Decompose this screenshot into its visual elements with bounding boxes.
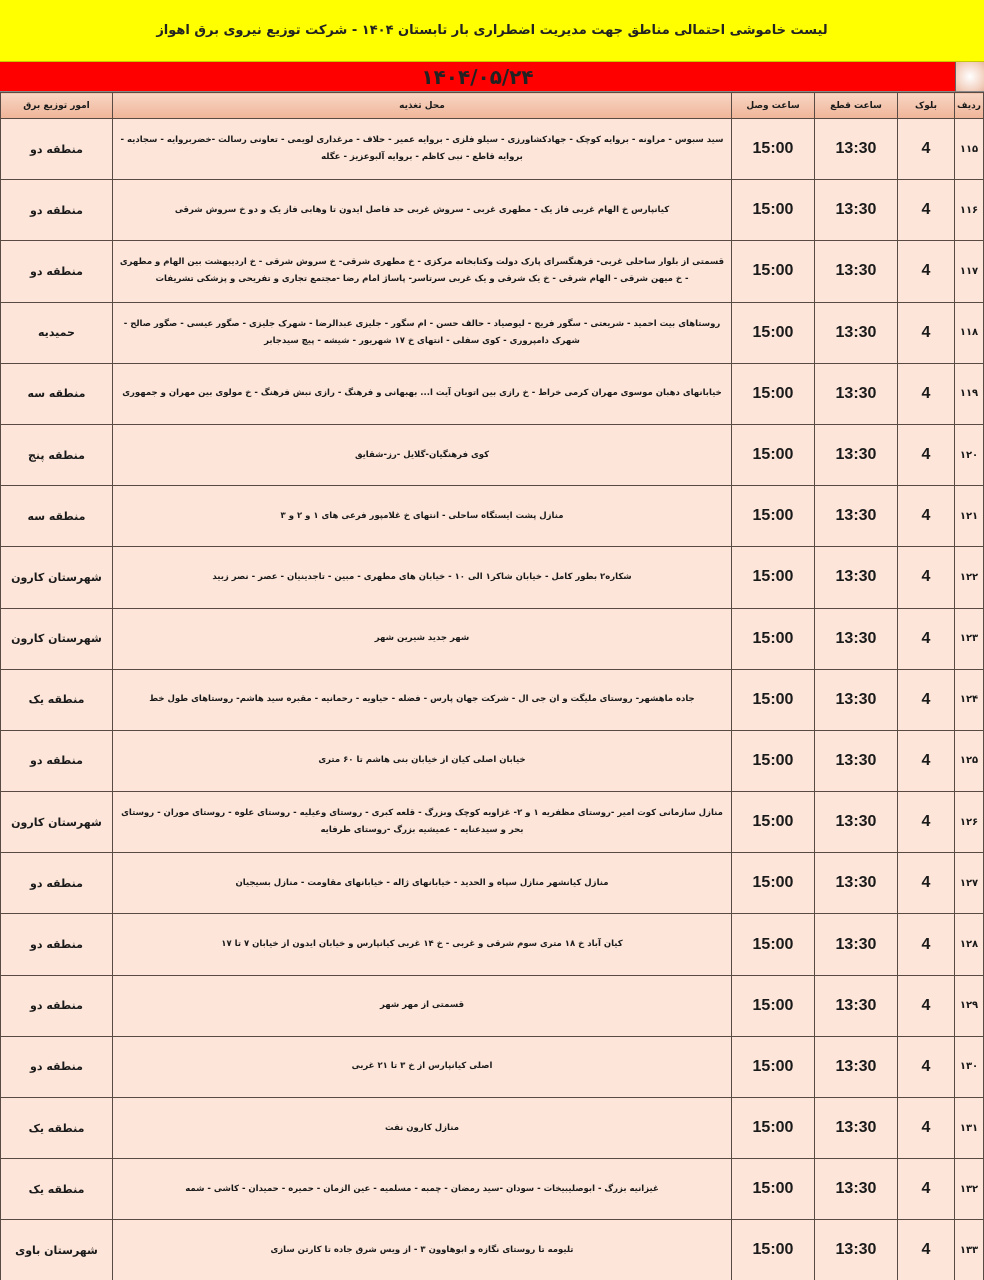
block-number: 4 [898,1220,955,1280]
connect-time: 15:00 [732,180,815,241]
cut-time: 13:30 [815,1098,898,1159]
distribution-district: منطقه دو [1,241,113,302]
distribution-district: منطقه دو [1,180,113,241]
connect-time: 15:00 [732,1036,815,1097]
row-number: ۱۲۲ [955,547,984,608]
distribution-district: منطقه دو [1,975,113,1036]
table-row [1,853,984,914]
block-number: 4 [898,914,955,975]
connect-time: 15:00 [732,1159,815,1220]
block-number: 4 [898,1036,955,1097]
feeder-location: روستاهای بیت احمید - شریعتی - سگور فریح - لیوصیاد - حالف حسن - ام سگور - جلیزی عبدالرضا - شهرک جلیزی - صگور عیسی - صگور صالح - شهرک دامپروری - کوی سفلی - انتهای خ ۱۷ شهریور - شیشه - پیچ سیدجابر [113,302,732,363]
connect-time: 15:00 [732,119,815,180]
cut-time: 13:30 [815,1220,898,1280]
block-number: 4 [898,363,955,424]
row-number: ۱۳۲ [955,1159,984,1220]
feeder-location: سید سبوس - مراونه - بروایه کوچک - جهادکشاورزی - سیلو فلزی - بروایه عمیر - حلاف - مرغداری لویمی - تعاونی رسالت -خضربروایه - سجادیه - بروایه قاطع - نبی کاظم - بروایه آلبوعزیز - عگله [113,119,732,180]
row-number: ۱۱۸ [955,302,984,363]
feeder-location: کوی فرهنگیان-گلایل -رز-شقایق [113,424,732,485]
cut-time: 13:30 [815,975,898,1036]
block-number: 4 [898,608,955,669]
feeder-location: منازل پشت ایستگاه ساحلی - انتهای خ غلامپور فرعی های ۱ و ۲ و ۳ [113,486,732,547]
distribution-district: منطقه دو [1,730,113,791]
cut-time: 13:30 [815,486,898,547]
table-row [1,1159,984,1220]
feeder-location: شهر جدید شیرین شهر [113,608,732,669]
col-header-district: امور توزیع برق [1,93,113,119]
block-number: 4 [898,669,955,730]
cut-time: 13:30 [815,363,898,424]
table-row [1,363,984,424]
cut-time: 13:30 [815,180,898,241]
block-number: 4 [898,730,955,791]
connect-time: 15:00 [732,914,815,975]
row-number: ۱۲۴ [955,669,984,730]
cut-time: 13:30 [815,730,898,791]
distribution-district: حمیدیه [1,302,113,363]
block-number: 4 [898,853,955,914]
feeder-location: منازل کیانشهر منازل سپاه و الحدید - خیابانهای ژاله - خیابانهای مقاومت - منازل بسیجیان [113,853,732,914]
distribution-district: منطقه دو [1,119,113,180]
distribution-district: منطقه دو [1,914,113,975]
distribution-district: شهرستان کارون [1,608,113,669]
table-header-row [1,93,984,119]
connect-time: 15:00 [732,1098,815,1159]
distribution-district: منطقه یک [1,669,113,730]
feeder-location: شکاره۲ بطور کامل - خیابان شاکر۱ الی ۱۰ - خیابان های مطهری - مبین - تاجدینیان - عصر - نصر زبید [113,547,732,608]
row-number: ۱۲۳ [955,608,984,669]
connect-time: 15:00 [732,1220,815,1280]
table-row [1,730,984,791]
block-number: 4 [898,1159,955,1220]
row-number: ۱۱۶ [955,180,984,241]
col-header-block: بلوک [898,93,955,119]
block-number: 4 [898,180,955,241]
connect-time: 15:00 [732,363,815,424]
row-number: ۱۲۰ [955,424,984,485]
block-number: 4 [898,486,955,547]
distribution-district: منطقه یک [1,1159,113,1220]
cut-time: 13:30 [815,669,898,730]
distribution-district: منطقه دو [1,1036,113,1097]
table-row [1,608,984,669]
cut-time: 13:30 [815,424,898,485]
table-row [1,1098,984,1159]
block-number: 4 [898,241,955,302]
feeder-location: اصلی کیانپارس از خ ۳ تا ۲۱ غربی [113,1036,732,1097]
table-row [1,119,984,180]
block-number: 4 [898,1098,955,1159]
connect-time: 15:00 [732,302,815,363]
cut-time: 13:30 [815,547,898,608]
row-number: ۱۱۷ [955,241,984,302]
connect-time: 15:00 [732,241,815,302]
feeder-location: منازل سازمانی کوت امیر -روستای مظفریه ۱ و ۲- غزاویه کوچک وبزرگ - قلعه کبری - روستای وعیلیه - روستای علوه - روستای موران - روستای بحر و سیدعنایه - عمیشیه بزرگ -روستای طرفایه [113,792,732,853]
cut-time: 13:30 [815,1159,898,1220]
connect-time: 15:00 [732,486,815,547]
connect-time: 15:00 [732,792,815,853]
cut-time: 13:30 [815,241,898,302]
distribution-district: منطقه سه [1,486,113,547]
connect-time: 15:00 [732,547,815,608]
table-row [1,669,984,730]
row-number: ۱۲۸ [955,914,984,975]
connect-time: 15:00 [732,730,815,791]
table-row [1,914,984,975]
cut-time: 13:30 [815,792,898,853]
cut-time: 13:30 [815,853,898,914]
row-number: ۱۳۱ [955,1098,984,1159]
block-number: 4 [898,792,955,853]
block-number: 4 [898,547,955,608]
feeder-location: خیابان اصلی کیان از خیابان بنی هاشم تا ۶۰ متری [113,730,732,791]
connect-time: 15:00 [732,424,815,485]
row-number: ۱۲۱ [955,486,984,547]
page-title: لیست خاموشی احتمالی مناطق جهت مدیریت اضطراری بار تابستان ۱۴۰۴ - شرکت توزیع نیروی برق اهواز [0,0,984,62]
feeder-location: کیانپارس خ الهام غربی فاز یک - مطهری غربی - سروش غربی حد فاصل ایدون تا وهابی فاز یک و دو خ سروش شرقی [113,180,732,241]
col-header-cut-time: ساعت قطع [815,93,898,119]
connect-time: 15:00 [732,853,815,914]
table-row [1,302,984,363]
feeder-location: غیزانیه بزرگ - ابوصلیبیخات - سودان -سید رمضان - چمبه - مسلمیه - عین الزمان - حمیره - حمیدان - کاشی - شمه [113,1159,732,1220]
col-header-location: محل تغذیه [113,93,732,119]
corner-cell [955,62,984,92]
row-number: ۱۲۹ [955,975,984,1036]
row-number: ۱۲۶ [955,792,984,853]
feeder-location: قسمتی از بلوار ساحلی غربی- فرهنگسرای پارک دولت وکتابخانه مرکزی - خ مطهری شرقی- خ سروش شرقی - خ اردیبهشت بین الهام و مطهری - خ میهن شرقی - الهام شرقی - خ یک شرقی و یک غربی سرتاسر- پاساژ امام رضا -مجتمع تجاری و تفریحی و پزشکی تشریفات [113,241,732,302]
block-number: 4 [898,424,955,485]
table-row [1,547,984,608]
table-row [1,180,984,241]
table-row [1,792,984,853]
table-row [1,1220,984,1280]
feeder-location: خیابانهای دهبان موسوی مهران کرمی خراط - خ رازی بین اتوبان آیت ا... بهبهانی و فرهنگ - رازی نبش فرهنگ - خ مولوی بین مهران و جمهوری [113,363,732,424]
row-number: ۱۲۷ [955,853,984,914]
block-number: 4 [898,975,955,1036]
col-header-connect-time: ساعت وصل [732,93,815,119]
feeder-location: منازل کارون نفت [113,1098,732,1159]
table-row [1,1036,984,1097]
table-row [1,241,984,302]
distribution-district: شهرستان باوی [1,1220,113,1280]
connect-time: 15:00 [732,669,815,730]
block-number: 4 [898,302,955,363]
cut-time: 13:30 [815,119,898,180]
cut-time: 13:30 [815,302,898,363]
cut-time: 13:30 [815,914,898,975]
distribution-district: منطقه سه [1,363,113,424]
distribution-district: شهرستان کارون [1,547,113,608]
cut-time: 13:30 [815,1036,898,1097]
feeder-location: جاده ماهشهر- روستای ملیگت و ان جی ال - شرکت جهان پارس - فضله - حیاویه - رحمانیه - مقبره سید هاشم- روستاهای طول خط [113,669,732,730]
distribution-district: منطقه پنج [1,424,113,485]
table-row [1,424,984,485]
feeder-location: کیان آباد خ ۱۸ متری سوم شرقی و غربی - خ ۱۴ غربی کیانپارس و خیابان ایدون از خیابان ۷ تا ۱۷ [113,914,732,975]
distribution-district: منطقه دو [1,853,113,914]
table-row [1,486,984,547]
distribution-district: شهرستان کارون [1,792,113,853]
table-row [1,975,984,1036]
row-number: ۱۲۵ [955,730,984,791]
feeder-location: قسمتی از مهر شهر [113,975,732,1036]
date-banner: ۱۴۰۴/۰۵/۲۴ [0,62,955,92]
cut-time: 13:30 [815,608,898,669]
connect-time: 15:00 [732,975,815,1036]
outage-table [0,92,984,1280]
block-number: 4 [898,119,955,180]
connect-time: 15:00 [732,608,815,669]
row-number: ۱۱۹ [955,363,984,424]
col-header-row: ردیف [955,93,984,119]
distribution-district: منطقه یک [1,1098,113,1159]
row-number: ۱۳۳ [955,1220,984,1280]
feeder-location: تلیومه تا روستای نگازه و ابوهاوون ۳ - از ویس شرق جاده تا کارتن سازی [113,1220,732,1280]
row-number: ۱۱۵ [955,119,984,180]
row-number: ۱۳۰ [955,1036,984,1097]
